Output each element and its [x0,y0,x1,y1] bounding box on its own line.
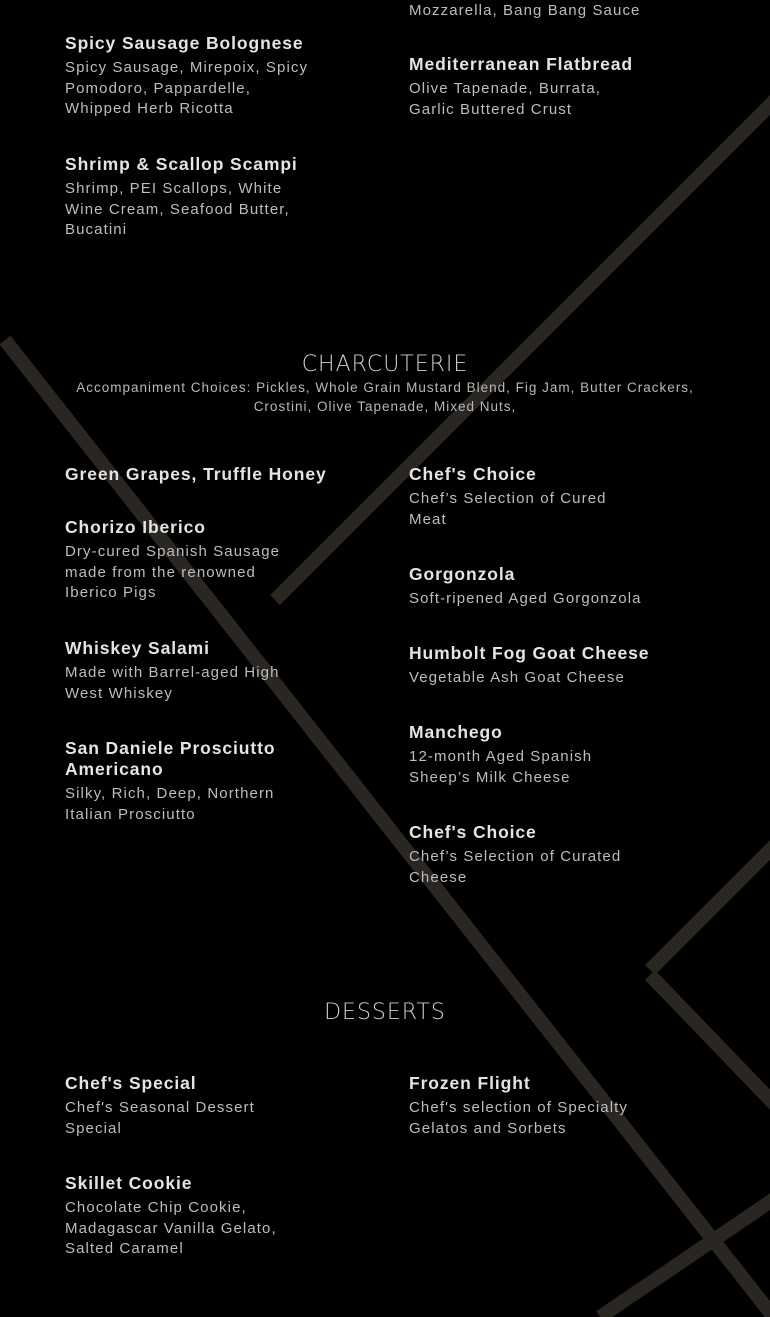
item-name: Humbolt Fog Goat Cheese [409,643,650,663]
menu-item [65,1073,365,1139]
menu-item [409,822,709,888]
section-title-desserts: DESSERTS [324,1000,446,1025]
menu-item [65,464,365,485]
menu-item [65,33,365,120]
item-description: Soft-ripened Aged Gorgonzola [409,590,642,607]
item-name: Manchego [409,722,503,742]
item-name: Green Grapes, Truffle Honey [65,464,327,484]
menu-item [409,643,709,689]
item-description: Chef’s Selection of Curated Cheese [409,848,622,886]
item-description: Chef’s Selection of Cured Meat [409,490,607,528]
item-description: Chef's selection of Specialty Gelatos and Sorbets [409,1099,629,1137]
item-name: Shrimp & Scallop Scampi [65,154,298,174]
menu-item [65,738,365,825]
item-name: Chorizo Iberico [65,517,206,537]
item-description: 12-month Aged Spanish Sheep’s Milk Cheese [409,748,593,786]
item-description: Chocolate Chip Cookie, Madagascar Vanilla Gelato, Salted Caramel [65,1199,277,1258]
menu-item [65,154,365,241]
item-name: Skillet Cookie [65,1173,193,1193]
item-name: Chef's Choice [409,822,537,842]
menu-item [409,722,709,788]
item-description: Silky, Rich, Deep, Northern Italian Prosciutto [65,785,275,823]
item-description: Shrimp, PEI Scallops, White Wine Cream, Seafood Butter, Bucatini [65,180,290,239]
item-description: Chef's Seasonal Dessert Special [65,1099,255,1137]
menu-item [65,517,365,604]
item-name: Chef's Special [65,1073,197,1093]
item-name: Chef's Choice [409,464,537,484]
item-name: Spicy Sausage Bolognese [65,33,304,53]
item-description: Made with Barrel-aged High West Whiskey [65,664,280,702]
item-name: Mediterranean Flatbread [409,54,633,74]
item-name: Whiskey Salami [65,638,210,658]
section-title-charcuterie: CHARCUTERIE [301,352,469,377]
menu-item [409,564,709,610]
menu-item-partial [409,1,709,22]
item-description: Mozzarella, Bang Bang Sauce [409,2,641,19]
item-name: Frozen Flight [409,1073,531,1093]
item-description: Vegetable Ash Goat Cheese [409,669,625,686]
menu-item [409,54,709,120]
item-description: Spicy Sausage, Mirepoix, Spicy Pomodoro, Pappardelle, Whipped Herb Ricotta [65,59,309,118]
item-name: Gorgonzola [409,564,516,584]
menu-item [409,1073,709,1139]
item-description: Olive Tapenade, Burrata, Garlic Buttered Crust [409,80,602,118]
menu-item [65,638,365,704]
section-subtitle-accompaniments: Accompaniment Choices: Pickles, Whole Grain Mustard Blend, Fig Jam, Butter Crackers, Crostini, Olive Tapenade, Mixed Nuts, [76,380,694,414]
item-description: Dry-cured Spanish Sausage made from the renowned Iberico Pigs [65,543,281,602]
menu-item [65,1173,365,1260]
item-name: San Daniele Prosciutto Americano [65,738,276,779]
menu-item [409,464,709,530]
